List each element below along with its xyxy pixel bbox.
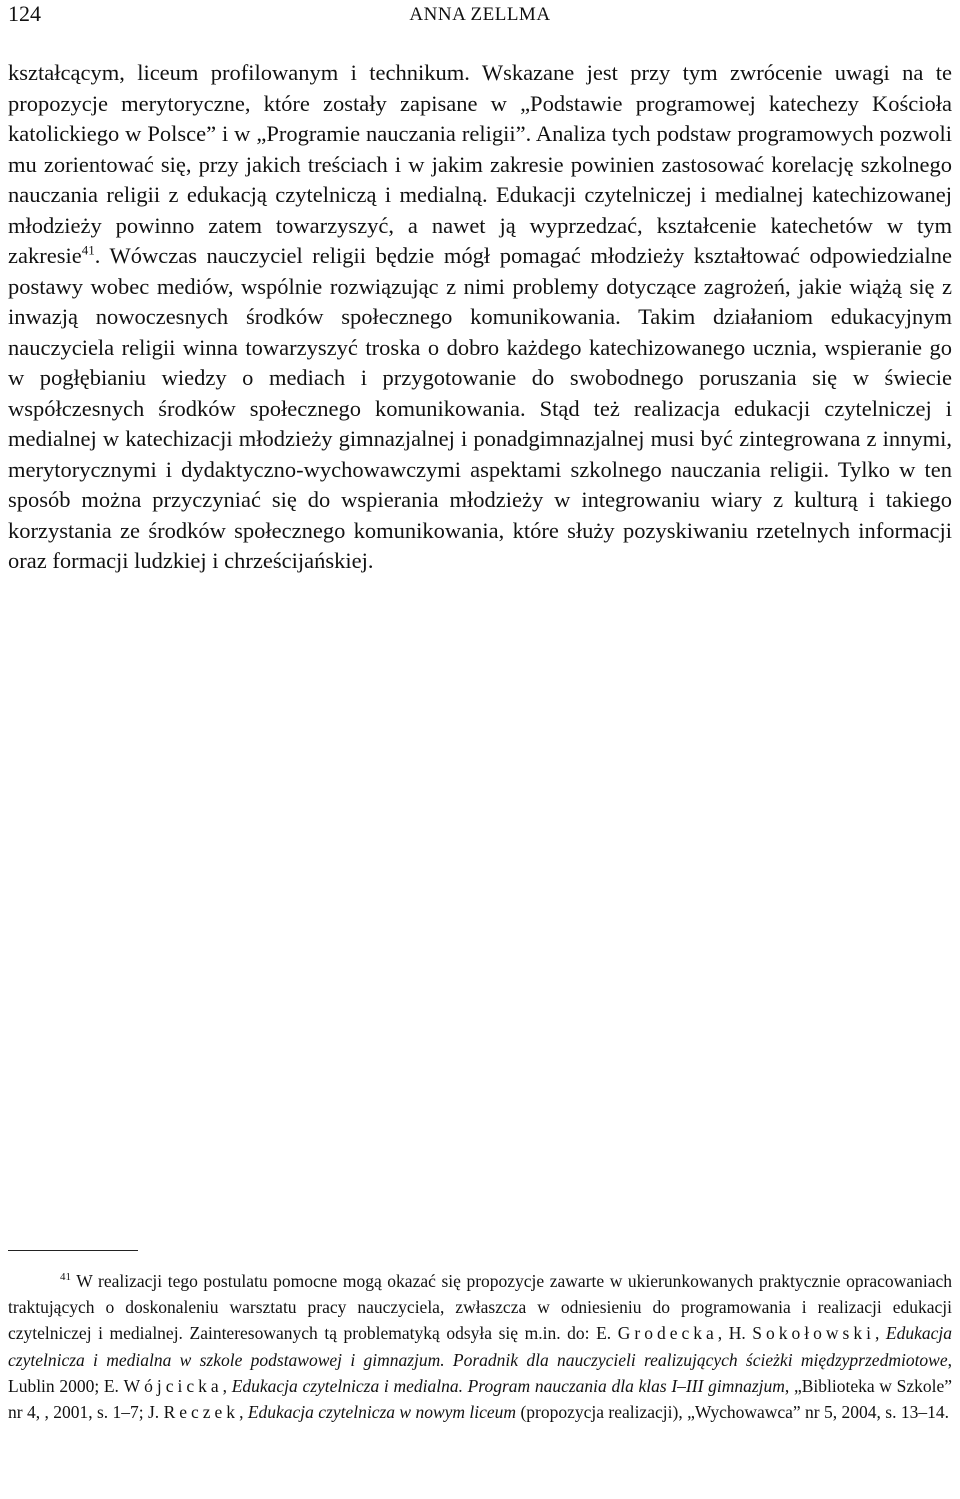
body-text-part-1: kształcącym, liceum profilowanym i technikum. Wskazane jest przy tym zwrócenie uwagi na te propozycje merytoryczne, które zostały zapisane w „Podstawie programowej katechezy Kościoła katolickiego w Polsce” i w „Programie nauczania religii”. Analiza tych podstaw programowych pozwoli mu zorientować się, przy jakich treściach i w jakim zakresie powinien zastosować korelację szkolnego nauczania religii z edukacją czytelniczą i medialną. Edukacji czytelniczej i medialnej katechizowanej młodzieży powinno zatem towarzyszyć, a nawet ją wyprzedzać, kształcenie katechetów w tym zakresie	[8, 60, 952, 268]
footnote-separator: , H.	[717, 1323, 753, 1344]
footnote-publication: , „Biblioteka w Szkole” nr 4, , 2001, s. 1–7; J.	[8, 1375, 952, 1423]
body-paragraph	[8, 58, 952, 577]
footnote-publication: , Lublin 2000; E.	[8, 1349, 952, 1396]
running-head-author: ANNA ZELLMA	[409, 4, 551, 25]
footnote-marker: 41	[60, 1271, 71, 1284]
footnote-separator: ,	[222, 1375, 232, 1396]
footnote-title: Edukacja czytelnicza i medialna w szkole podstawowej i gimnazjum. Poradnik dla nauczycieli realizujących ścieżki międzyprzedmiotowe	[8, 1323, 952, 1370]
page-number: 124	[8, 1, 41, 26]
page-header	[8, 0, 952, 28]
footnote-author: Reczek	[163, 1402, 240, 1423]
footnote-author: Wójcicka	[123, 1375, 223, 1396]
footnote-separator: ,	[874, 1323, 886, 1344]
footnote-author: Grodecka	[617, 1323, 718, 1344]
footnote-41	[8, 1268, 952, 1425]
footnote-title: Edukacja czytelnicza w nowym liceum	[247, 1402, 517, 1423]
footnote-separator: ,	[239, 1402, 248, 1423]
footnote-title: Edukacja czytelnicza i medialna. Program nauczania dla klas I–III gimnazjum	[231, 1375, 785, 1396]
footnote-reference[interactable]: 41	[81, 242, 95, 258]
footnote-intro: W realizacji tego postulatu pomocne mogą okazać się propozycje zawarte w ukierunkowanych praktycznie opracowaniach traktujących o doskonaleniu warsztatu pracy nauczyciela, zwłaszcza w odniesieniu do programowania i realizacji edukacji czytelniczej i medialnej. Zainteresowanych tą problematyką odsyła się m.in. do: E.	[8, 1271, 952, 1344]
footnote-publication: (propozycja realizacji), „Wychowawca” nr 5, 2004, s. 13–14.	[516, 1402, 949, 1423]
footnote-author: Sokołowski	[752, 1323, 875, 1344]
body-text-part-2: . Wówczas nauczyciel religii będzie mógł pomagać młodzieży kształtować odpowiedzialne postawy wobec mediów, wspólnie rozwiązując z nimi problemy dotyczące zagrożeń, jakie wiążą się z inwazją nowoczesnych środków społecznego komunikowania. Takim działaniom edukacyjnym nauczyciela religii winna towarzyszyć troska o dobro każdego katechizowanego ucznia, wspieranie go w pogłębianiu wiedzy o mediach i przygotowanie do swobodnego poruszania się w świecie współczesnych środków społecznego komunikowania. Stąd też realizacja edukacji czytelniczej i medialnej w katechizacji młodzieży gimnazjalnej i ponadgimnazjalnej musi być zintegrowana z innymi, merytorycznymi i dydaktyczno-wychowawczymi aspektami szkolnego nauczania religii. Tylko w ten sposób można przyczyniać się do wspierania młodzieży w integrowaniu wiary z kulturą i takiego korzystania ze środków społecznego komunikowania, które służy pozyskiwaniu rzetelnych informacji oraz formacji ludzkiej i chrześcijańskiej.	[8, 243, 952, 573]
footnote-divider	[8, 1250, 138, 1251]
